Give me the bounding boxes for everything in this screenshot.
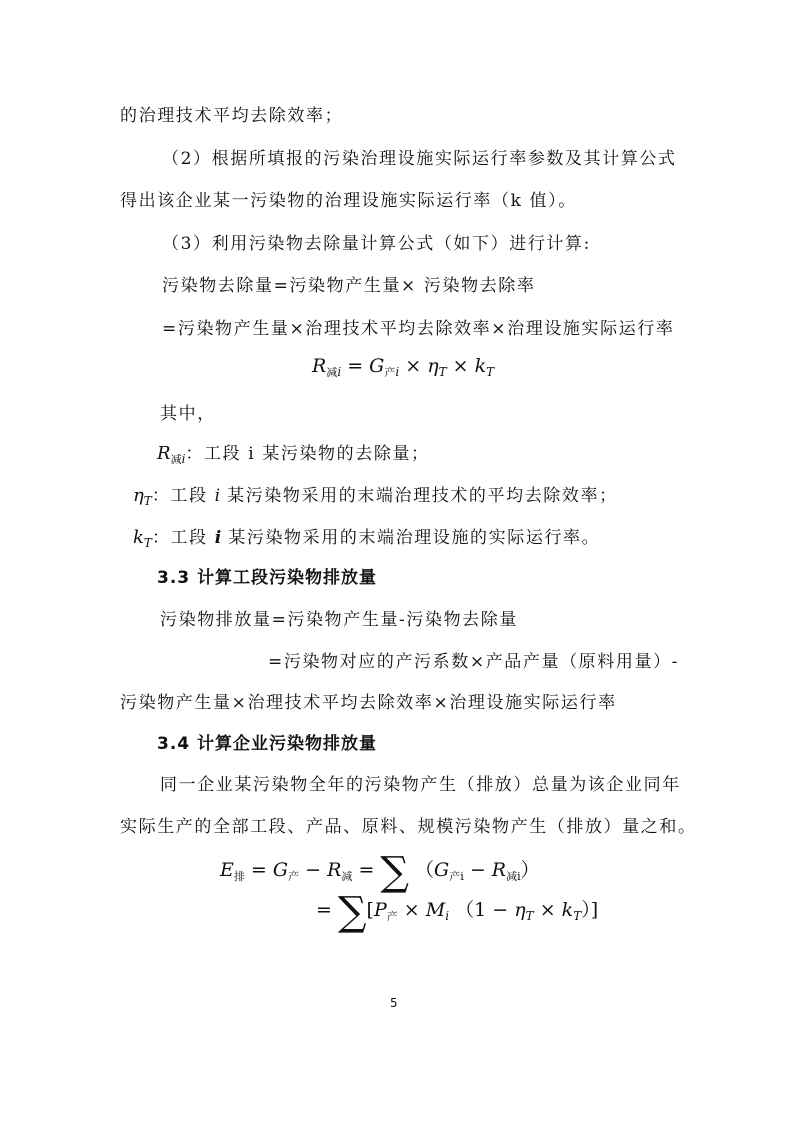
text-line: 同一企业某污染物全年的污染物产生（排放）总量为该企业同年 — [160, 775, 681, 795]
section-heading: 3.4 计算企业污染物排放量 — [157, 734, 378, 754]
formula-removal: $R_{减i} = G_{产i} \times \eta_T \times k_T$ — [312, 355, 495, 379]
text-line: 实际生产的全部工段、产品、原料、规模污染物产生（排放）量之和。 — [120, 817, 697, 837]
text-line: 污染物去除量=污染物产生量× 污染物去除率 — [162, 276, 536, 296]
text-line: 得出该企业某一污染物的治理设施实际运行率（k 值）。 — [120, 191, 577, 211]
text-line: =污染物产生量×治理技术平均去除效率×治理设施实际运行率 — [162, 319, 675, 339]
text-line: 污染物排放量=污染物产生量-污染物去除量 — [160, 610, 518, 630]
definition-k: $k_T$：工段 i 某污染物采用的末端治理设施的实际运行率。 — [133, 527, 601, 550]
formula-emission-2: = $\sum[P_产 \times M_i$ $(1 - \eta_T \times k_T)$] — [316, 889, 599, 935]
page-number: 5 — [390, 996, 398, 1010]
text-line: 其中， — [160, 404, 216, 424]
formula-emission-1: $E_排 = G_产 - R_减$ = ∑ $(G_{产i} - R_{减i})$ — [220, 849, 540, 895]
text-line: 的治理技术平均去除效率； — [120, 106, 344, 126]
sigma-symbol: ∑ — [380, 849, 409, 895]
sigma-symbol: ∑ — [337, 889, 367, 935]
text-line: （2）根据所填报的污染治理设施实际运行率参数及其计算公式 — [162, 149, 677, 169]
section-heading: 3.3 计算工段污染物排放量 — [157, 568, 378, 588]
text-line: =污染物对应的产污系数×产品产量（原料用量）- — [268, 652, 680, 672]
text-line: （3）利用污染物去除量计算公式（如下）进行计算: — [162, 234, 591, 254]
definition-eta: $\eta_T$：工段 i 某污染物采用的末端治理技术的平均去除效率； — [133, 485, 618, 508]
definition-r: $R_{减i}$：工段 i 某污染物的去除量； — [157, 443, 430, 466]
text-line: 污染物产生量×治理技术平均去除效率×治理设施实际运行率 — [120, 693, 617, 713]
